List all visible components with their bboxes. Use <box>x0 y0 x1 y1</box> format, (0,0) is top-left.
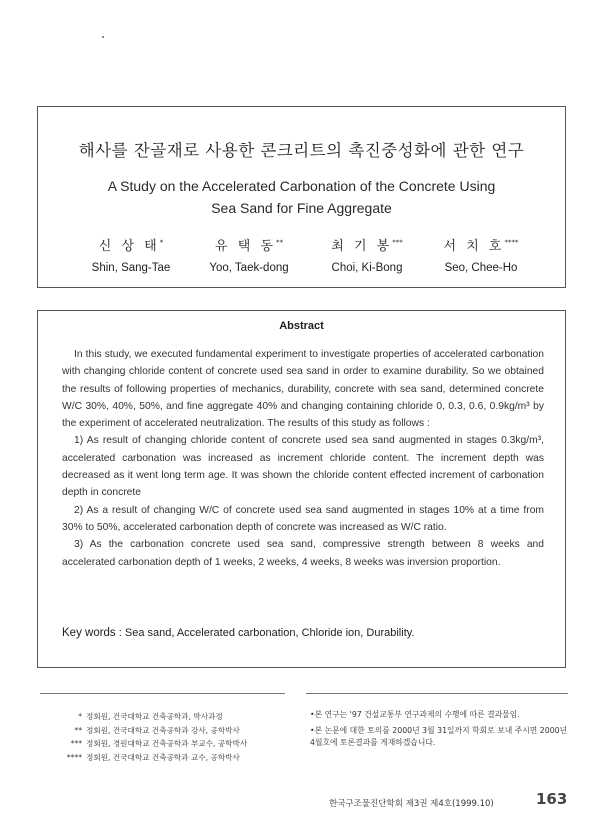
affiliation-3-mark: *** <box>70 739 82 748</box>
affiliation-4-text: 정회원, 건국대학교 건축공학과 교수, 공학박사 <box>86 752 240 762</box>
affiliation-2 <box>48 724 278 738</box>
affiliation-3-text: 정회원, 경원대학교 건축공학과 부교수, 공학박사 <box>86 739 248 748</box>
title-box <box>37 106 566 288</box>
author-3-korean-name: 최 기 봉 <box>331 239 393 254</box>
abstract-paragraph-intro: In this study, we executed fundamental experiment to investigate properties of accelerated carbonation with changing chloride content of concrete used sea sand in order to examine durability. So we obtained the results of following properties of mechanics, durability, concrete with sea sand, determined concrete W/C 30%, 40%, 50%, and fine aggregate 40% and changing containing chloride 0, 0.3, 0.6, 0.9kg/m³ by the experiment of accelerated neutralization. The results of this study as follows : <box>62 349 544 430</box>
author-3 <box>312 235 422 274</box>
affiliation-4 <box>48 751 278 765</box>
english-title-line-2: Sea Sand for Fine Aggregate <box>211 200 392 216</box>
author-2 <box>194 235 304 274</box>
author-1-english-name: Shin, Sang-Tae <box>91 262 171 274</box>
abstract-result-1: 1) As result of changing chloride content of concrete used sea sand augmented in stages 0.3kg/m³, accelerated carbonation was increased as increment chloride content. The increment depth was decreased as it went long term age. It was shown the chloride content effected increment of carbonation depth in concrete <box>62 435 544 499</box>
keywords <box>62 627 544 639</box>
author-4 <box>426 235 536 274</box>
abstract-box <box>37 310 566 668</box>
keywords-text: : Sea sand, Accelerated carbonation, Chloride ion, Durability. <box>118 627 415 639</box>
discussion-note: •본 논문에 대한 토의를 2000년 3월 31일까지 학회로 보내 주시면 2000년 4월호에 토론결과를 게재하겠습니다. <box>310 726 568 747</box>
korean-title: 해사를 잔골재로 사용한 콘크리트의 촉진중성화에 관한 연구 <box>78 141 525 160</box>
affiliation-1-text: 정회원, 건국대학교 건축공학과, 박사과정 <box>86 712 223 721</box>
affiliation-3 <box>48 737 278 751</box>
author-2-english-name: Yoo, Taek-dong <box>209 262 289 274</box>
funding-note: •본 연구는 '97 건설교통부 연구과제의 수행에 따른 결과물임. <box>310 710 520 719</box>
affiliation-1-mark: * <box>78 712 82 721</box>
abstract-result-2: 2) As a result of changing W/C of concrete used sea sand augmented in stages 10% at a time from 30% to 50%, accelerated carbonation depth of concrete was increased as W/C ratio. <box>62 504 544 533</box>
author-4-mark: **** <box>504 238 519 247</box>
affiliation-1 <box>48 710 278 724</box>
affiliation-4-mark: **** <box>66 752 82 762</box>
footnote-rule-right <box>306 693 568 694</box>
english-title <box>38 175 565 219</box>
author-affiliations <box>48 710 278 764</box>
author-4-korean-name: 서 치 호 <box>443 239 505 254</box>
journal-footer: 한국구조물진단학회 제3권 제4호(1999.10) <box>329 799 494 809</box>
abstract-result-3: 3) As the carbonation concrete used sea sand, compressive strength between 8 weeks and accelerated carbonation depth of 1 weeks, 2 weeks, 4 weeks, 8 weeks was inversion proportion. <box>62 539 544 568</box>
paper-notes <box>310 709 572 753</box>
author-2-mark: ** <box>275 238 283 247</box>
footnote-rule-left <box>40 693 285 694</box>
author-4-english-name: Seo, Chee-Ho <box>444 262 518 274</box>
affiliation-2-text: 정회원, 건국대학교 건축공학과 강사, 공학박사 <box>86 725 240 735</box>
author-1-korean-name: 신 상 태 <box>98 239 160 254</box>
author-3-mark: *** <box>392 238 403 247</box>
author-1 <box>76 235 186 274</box>
author-list <box>76 235 536 279</box>
page-number: 163 <box>536 790 568 808</box>
english-title-line-1: A Study on the Accelerated Carbonation of the Concrete Using <box>107 178 496 194</box>
author-2-korean-name: 유 택 동 <box>215 239 276 254</box>
scan-speck <box>102 36 104 38</box>
affiliation-2-mark: ** <box>74 725 82 735</box>
author-1-mark: * <box>159 238 164 247</box>
abstract-heading: Abstract <box>279 320 324 332</box>
author-3-english-name: Choi, Ki-Bong <box>331 262 403 274</box>
keywords-label: Key words <box>62 627 116 639</box>
abstract-body <box>62 346 544 571</box>
